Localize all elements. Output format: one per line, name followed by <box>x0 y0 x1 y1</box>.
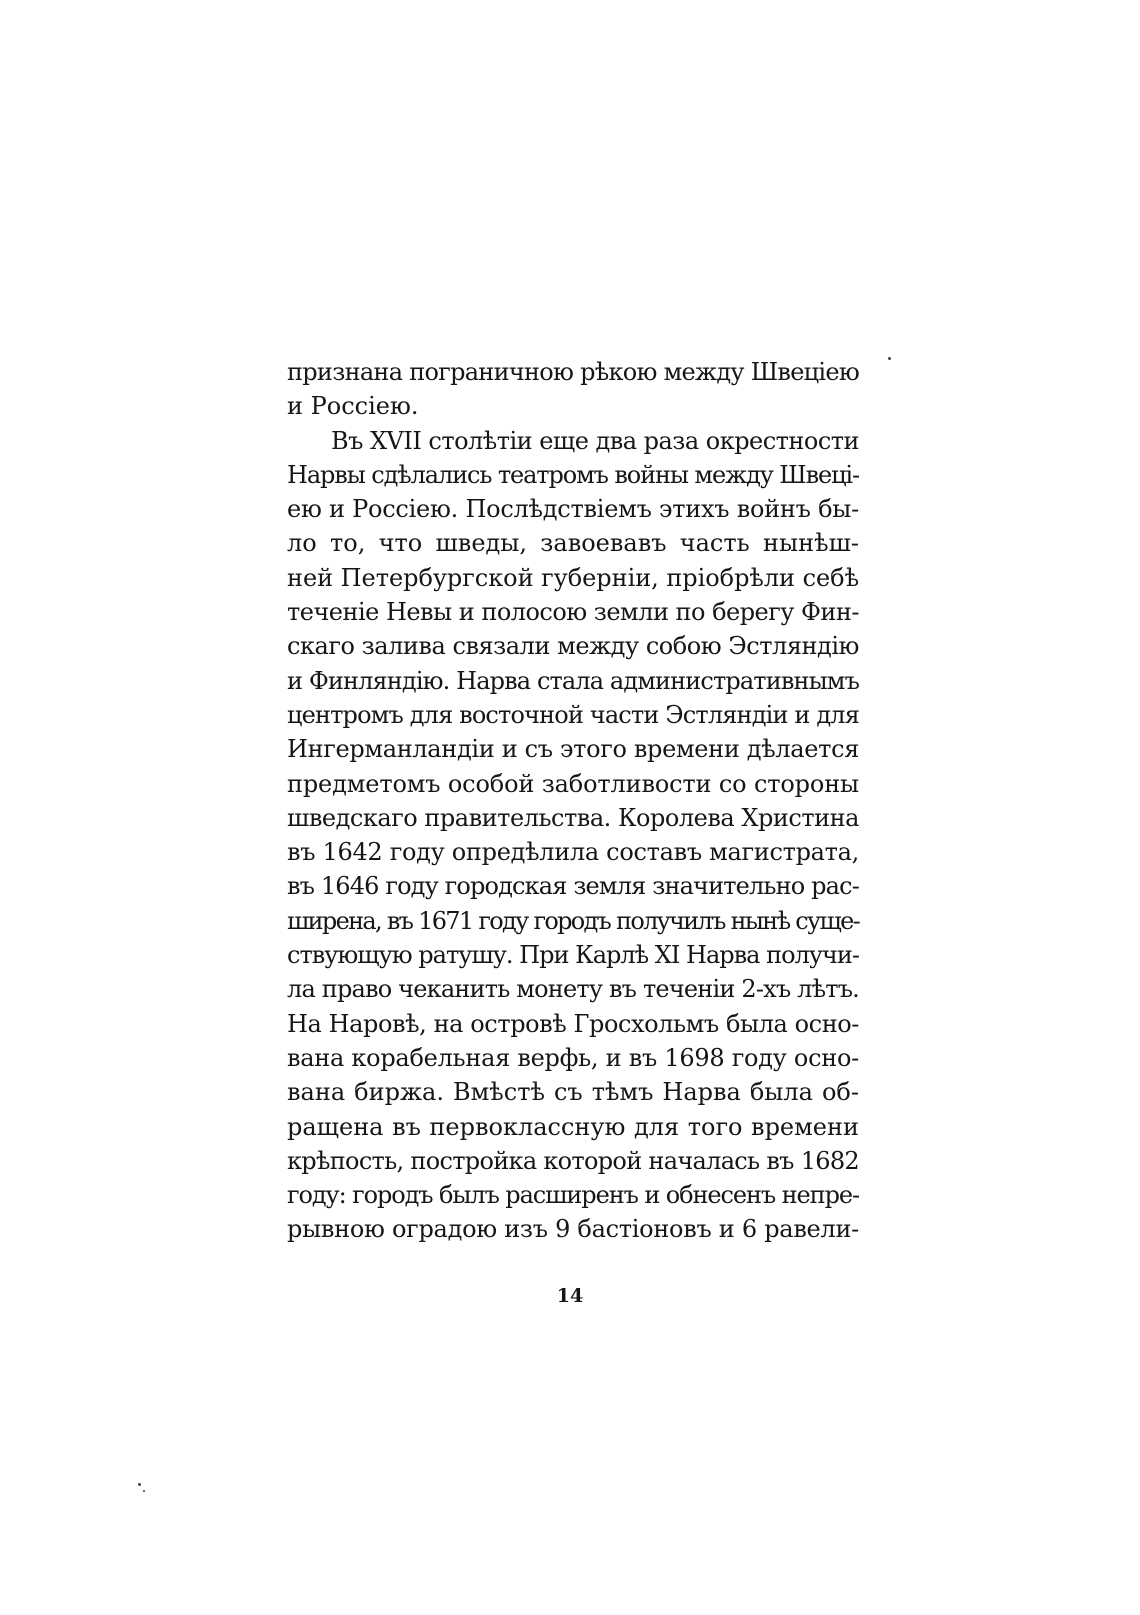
text-line: предметомъ особой заботливости со стороны <box>287 769 859 798</box>
text-line: Ингерманландіи и съ этого времени дѣлается <box>287 735 860 764</box>
text-line: ею и Россіею. Послѣдствіемъ этихъ войнъ бы- <box>287 495 860 524</box>
scan-speck <box>138 1483 141 1486</box>
text-line: году: городъ былъ расширенъ и обнесенъ непре- <box>287 1181 860 1210</box>
text-line: теченіе Невы и полосою земли по берегу Фин- <box>287 598 859 627</box>
scan-speck <box>143 1490 145 1492</box>
text-line: вана биржа. Вмѣстѣ съ тѣмъ Нарва была об- <box>287 1078 859 1107</box>
scan-speck <box>888 357 891 360</box>
text-line: ней Петербургской губерніи, пріобрѣли себѣ <box>287 563 859 592</box>
text-line: признана пограничною рѣкою между Швеціею <box>287 358 860 386</box>
text-line: крѣпость, постройка которой началась въ 1682 <box>287 1146 859 1175</box>
page-number: 14 <box>556 1285 584 1307</box>
text-line: ло то, что шведы, завоевавъ часть нынѣш- <box>287 529 859 558</box>
text-line: На Наровѣ, на островѣ Гросхольмъ была осно- <box>287 1009 860 1038</box>
text-line: ширена, въ 1671 году городъ получилъ нынѣ суще- <box>287 906 859 935</box>
text-line: вана корабельная верфь, и въ 1698 году осно- <box>287 1043 859 1072</box>
text-line: въ 1642 году опредѣлила составъ магистрата, <box>287 838 859 867</box>
text-line: центромъ для восточной части Эстляндіи и для <box>287 700 860 729</box>
text-line: ствующую ратушу. При Карлѣ XI Нарва получи- <box>287 941 859 970</box>
text-line: шведскаго правительства. Королева Христина <box>287 803 860 832</box>
text-line: и Финляндію. Нарва стала административнымъ <box>287 666 859 695</box>
text-line: ла право чеканить монету въ теченіи 2-хъ лѣтъ. <box>287 975 860 1004</box>
body-text <box>287 355 859 1247</box>
text-line: и Россіею. <box>287 392 419 421</box>
text-line: въ 1646 году городская земля значительно рас- <box>287 872 860 901</box>
paragraph-first-line: Въ XVII столѣтіи еще два раза окрестности <box>331 426 859 455</box>
text-line: рывною оградою изъ 9 бастіоновъ и 6 равели- <box>287 1215 859 1244</box>
text-line: Нарвы сдѣлались театромъ войны между Швеці- <box>287 460 859 489</box>
text-line: скаго залива связали между собою Эстляндію <box>287 632 859 661</box>
text-line: ращена въ первоклассную для того времени <box>287 1112 859 1141</box>
